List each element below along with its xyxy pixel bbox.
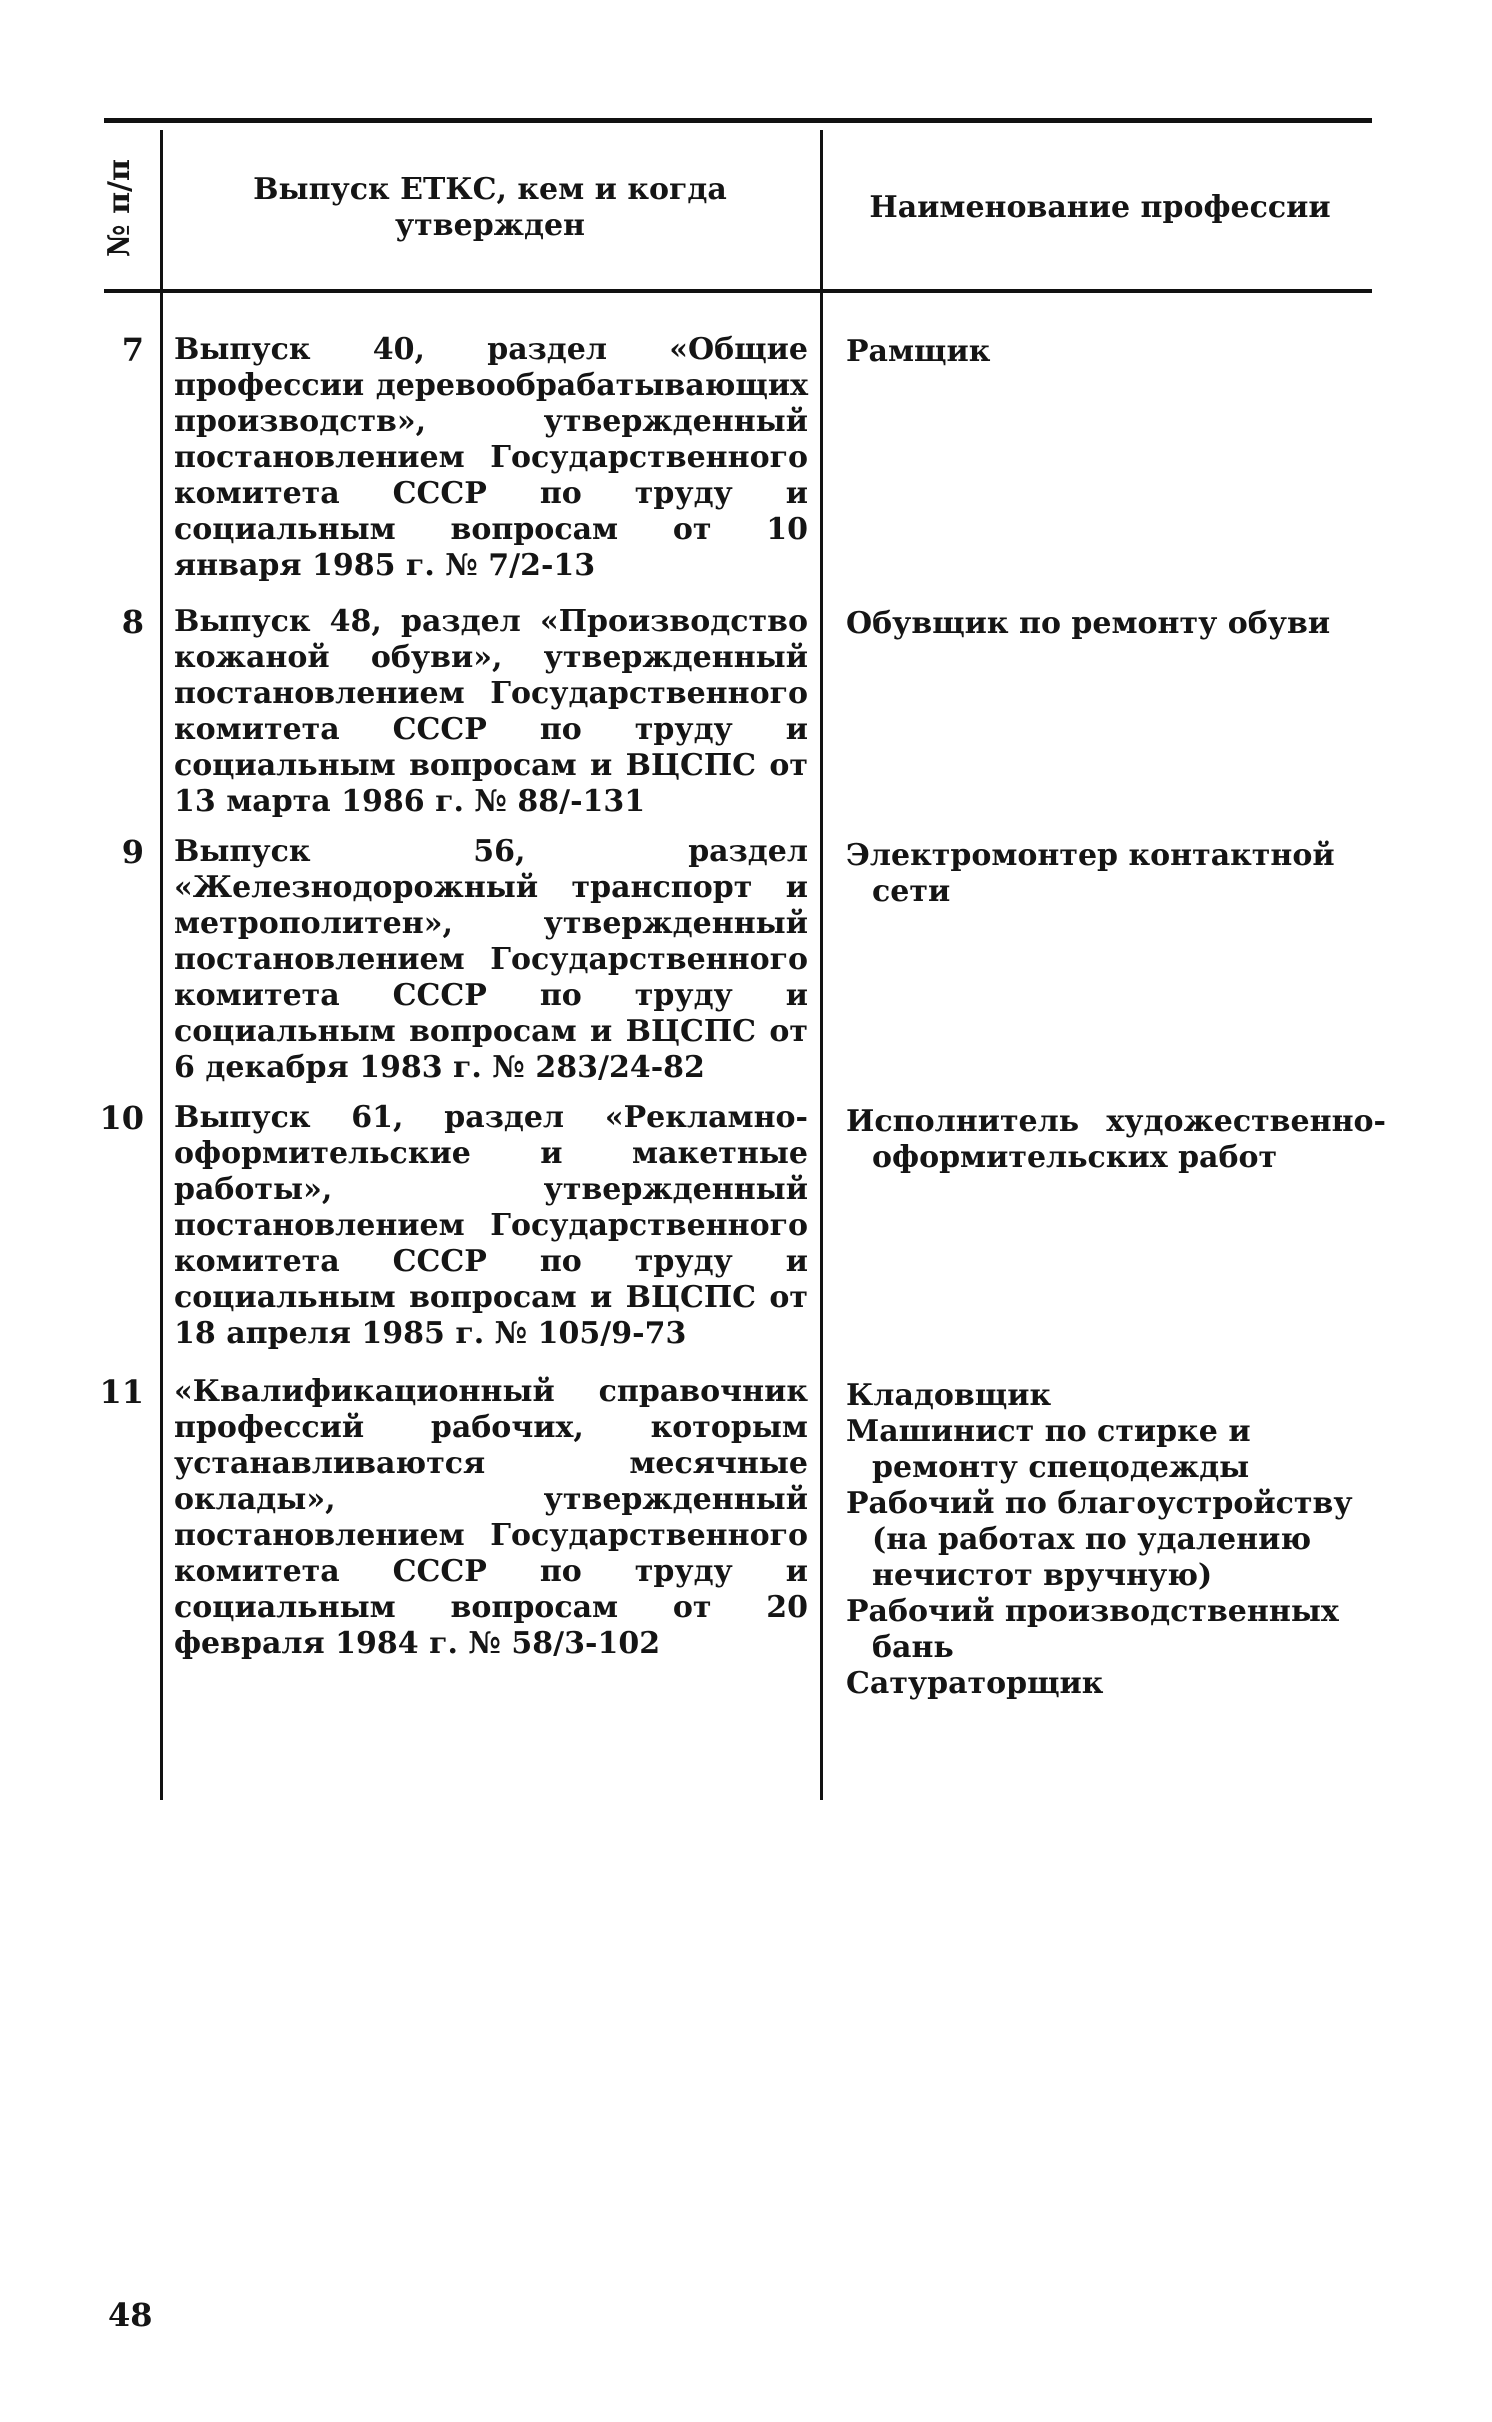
row-professions (846, 838, 1336, 910)
row-professions (846, 606, 1386, 642)
profession-item: Исполнитель художественно-оформительских работ (846, 1104, 1386, 1175)
table-top-rule (104, 118, 1372, 123)
row-number: 10 (99, 1099, 144, 1137)
row-issue: Выпуск 61, раздел «Рекламно-оформительские и макетные работы», утвержденный постановлением Государственного комитета СССР по труду и социальным вопросам и ВЦСПС от 18 апреля 1985 г. № 105/9-73 (174, 1100, 808, 1351)
column-divider-2 (820, 130, 823, 1800)
profession-item: Сатураторщик (846, 1666, 1104, 1701)
row-number: 8 (121, 603, 144, 641)
row-issue: «Квалификационный справочник профессий рабочих, которым устанавливаются месячные оклады», утвержденный постановлением Государственного комитета СССР по труду и социальным вопросам от 20 февраля 1984 г. № 58/3-102 (174, 1374, 808, 1661)
row-issue: Выпуск 56, раздел «Железнодорожный транспорт и метрополитен», утвержденный постановлением Государственного комитета СССР по труду и социальным вопросам и ВЦСПС от 6 декабря 1983 г. № 283/24-82 (174, 834, 808, 1085)
header-issue: Выпуск ЕТКС, кем и когда утвержден (253, 172, 727, 243)
profession-item: Рабочий производственных бань (846, 1594, 1339, 1665)
profession-item: Электромонтер контактной сети (846, 838, 1335, 909)
row-number: 9 (121, 833, 144, 871)
header-profession: Наименование профессии (869, 190, 1331, 225)
row-professions (846, 1104, 1386, 1176)
row-professions (846, 1378, 1386, 1702)
profession-item: Кладовщик (846, 1378, 1052, 1413)
row-number: 11 (99, 1373, 144, 1411)
table-header-rule (104, 289, 1372, 293)
row-issue: Выпуск 48, раздел «Производство кожаной обуви», утвержденный постановлением Государственного комитета СССР по труду и социальным вопросам и ВЦСПС от 13 марта 1986 г. № 88/-131 (174, 604, 808, 819)
profession-item: Рабочий по благоустройству (на работах по удалению нечистот вручную) (846, 1486, 1353, 1593)
row-number: 7 (121, 331, 144, 369)
header-number: № п/п (102, 159, 137, 257)
row-professions (846, 334, 1386, 370)
row-issue: Выпуск 40, раздел «Общие профессии деревообрабатывающих производств», утвержденный постановлением Государственного комитета СССР по труду и социальным вопросам от 10 января 1985 г. № 7/2-13 (174, 332, 808, 583)
profession-item: Машинист по стирке и ремонту спецодежды (846, 1414, 1251, 1485)
profession-item: Обувщик по ремонту обуви (846, 606, 1331, 641)
profession-item: Рамщик (846, 334, 991, 369)
column-divider-1 (160, 130, 163, 1800)
page-number: 48 (108, 2296, 153, 2334)
